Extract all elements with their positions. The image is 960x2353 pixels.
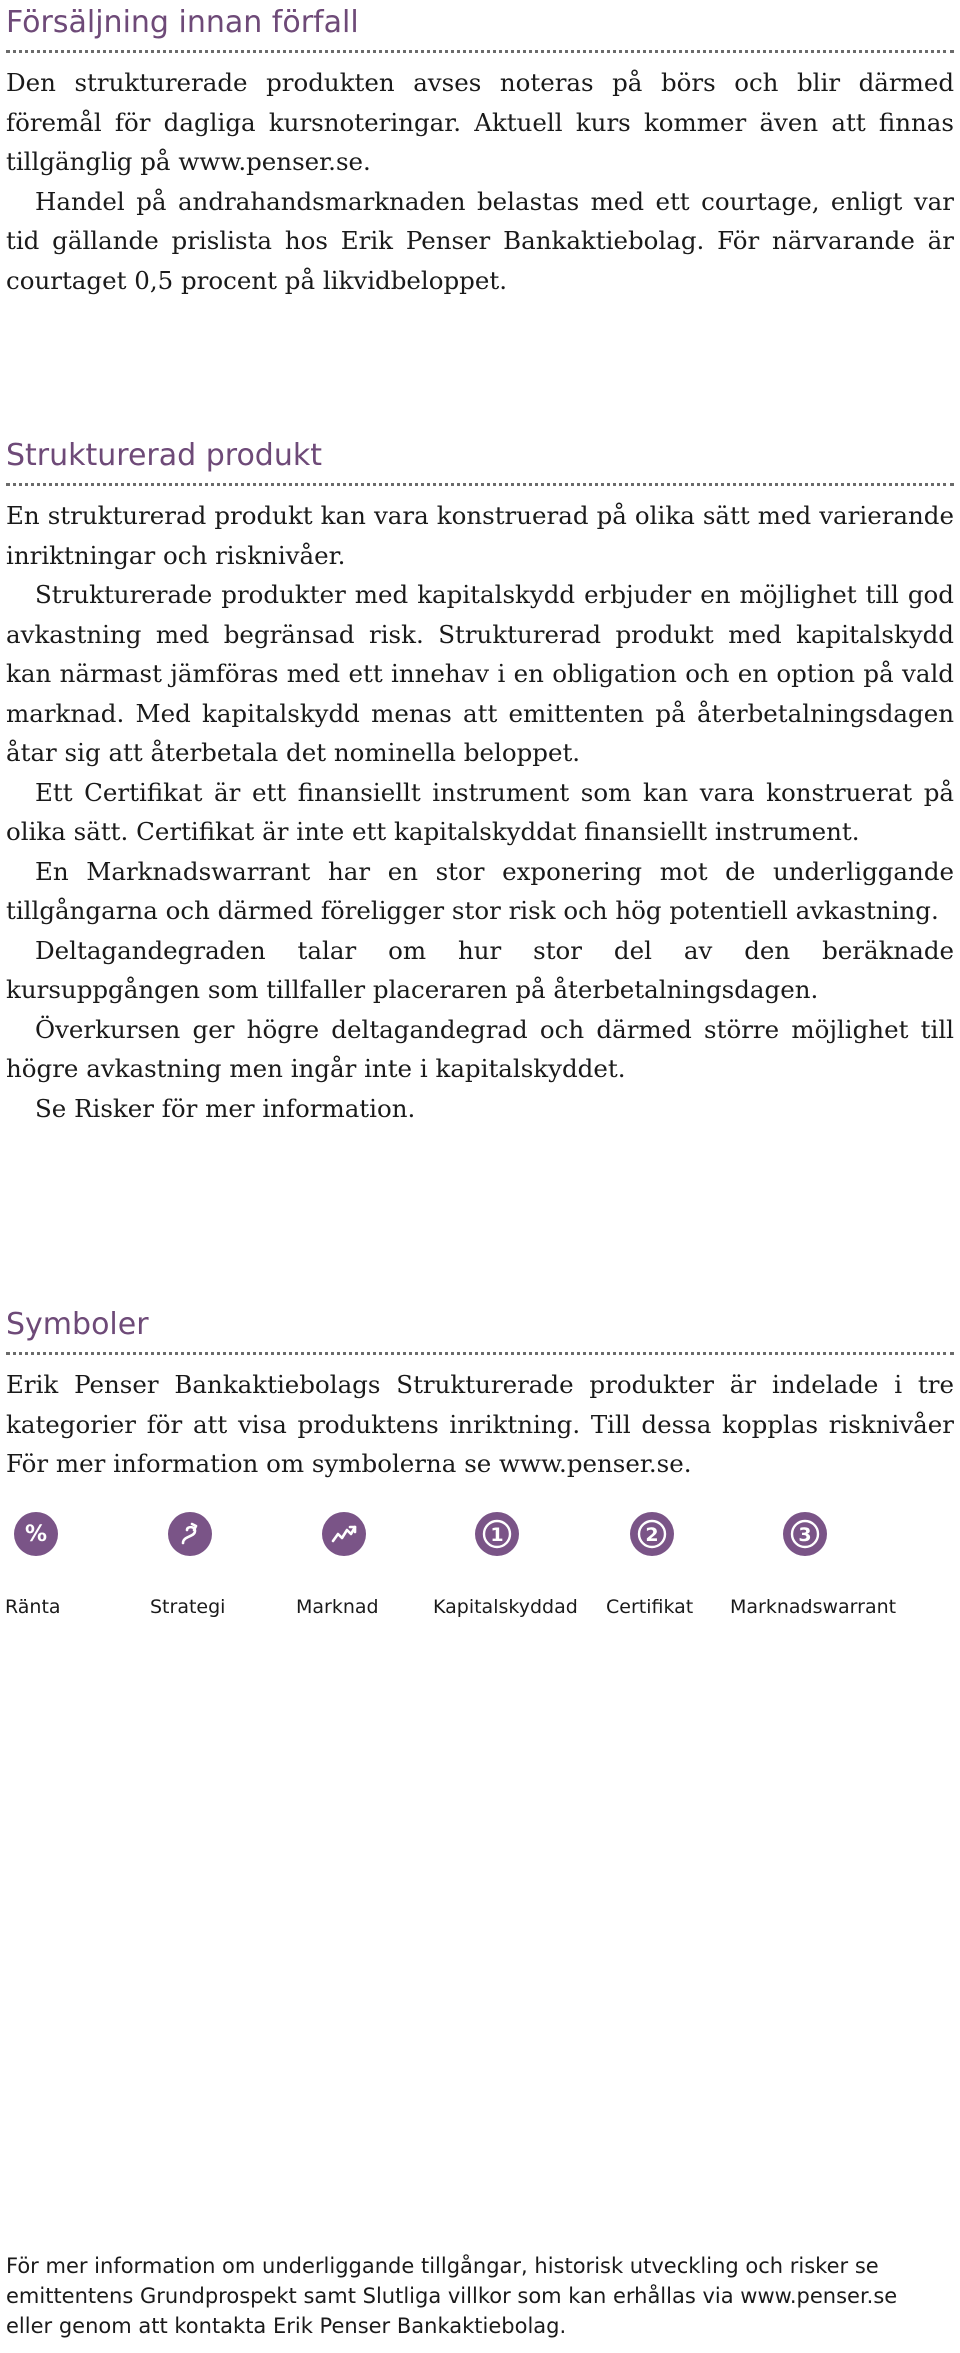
footer-line: För mer information om underliggande tillgångar, historisk utveckling och risker se [6, 2254, 879, 2278]
symbol-label: Strategi [150, 1596, 226, 1618]
symbol-label: Kapitalskyddad [433, 1596, 578, 1618]
footer-line: eller genom att kontakta Erik Penser Bankaktiebolag. [6, 2314, 567, 2338]
strategy-icon [168, 1512, 212, 1556]
paragraph: Deltagandegraden talar om hur stor del av den beräknade kursuppgången som tillfaller placeraren på återbetalningsdagen. [6, 935, 954, 1004]
symbol-ranta [5, 1512, 61, 1618]
symbol-marknad [296, 1512, 379, 1618]
footer-line: emittentens Grundprospekt samt Slutliga villkor som kan erhållas via www.penser.se [6, 2284, 898, 2308]
symbol-strategi [150, 1512, 226, 1618]
svg-text:2: 2 [645, 1524, 659, 1546]
section-symboler [6, 1306, 954, 1484]
symbol-marknadswarrant [730, 1512, 897, 1618]
section-body [6, 63, 954, 300]
section-heading: Symboler [6, 1307, 149, 1342]
symbol-label: Marknadswarrant [730, 1596, 897, 1618]
dotted-divider [6, 483, 954, 486]
paragraph: En strukturerad produkt kan vara konstruerad på olika sätt med varierande inriktningar och risknivåer. [6, 501, 954, 570]
symbol-kapitalskyddad [433, 1512, 578, 1618]
number-two-icon [630, 1512, 674, 1556]
paragraph: En Marknadswarrant har en stor exponering mot de underliggande tillgångarna och därmed föreligger stor risk och hög potentiell avkastning. [6, 856, 954, 925]
paragraph: Överkursen ger högre deltagandegrad och därmed större möjlighet till högre avkastning men ingår inte i kapitalskyddet. [6, 1014, 954, 1083]
symbol-label: Marknad [296, 1596, 379, 1618]
section-heading: Strukturerad produkt [6, 438, 322, 473]
section-strukturerad-produkt [6, 437, 954, 1128]
paragraph: Strukturerade produkter med kapitalskydd erbjuder en möjlighet till god avkastning med begränsad risk. Strukturerad produkt med kapitalskydd kan närmast jämföras med ett innehav i en obligation och en option på vald marknad. Med kapitalskydd menas att emittenten på återbetalningsdagen åtar sig att återbetala det nominella beloppet. [6, 580, 954, 767]
paragraph: Erik Penser Bankaktiebolags Strukturerade produkter är indelade i tre kategorier för att visa produktens inriktning. Till dessa kopplas risknivåer För mer information om symbolerna se www.penser.se. [6, 1370, 954, 1478]
section-body [6, 1365, 954, 1484]
paragraph: Ett Certifikat är ett finansiellt instrument som kan vara konstruerat på olika sätt. Certifikat är inte ett kapitalskyddat finansiellt instrument. [6, 777, 954, 846]
percent-icon [14, 1512, 58, 1556]
section-heading: Försäljning innan förfall [6, 5, 359, 40]
number-one-icon [475, 1512, 519, 1556]
symbols-row [0, 1512, 960, 1632]
paragraph: Handel på andrahandsmarknaden belastas med ett courtage, enligt var tid gällande prislista hos Erik Penser Bankaktiebolag. För närvarande är courtaget 0,5 procent på likvidbeloppet. [6, 186, 954, 295]
number-three-icon [783, 1512, 827, 1556]
symbol-label: Ränta [5, 1596, 61, 1618]
market-icon [322, 1512, 366, 1556]
symbol-certifikat [606, 1512, 694, 1618]
paragraph: Se Risker för mer information. [35, 1093, 416, 1123]
svg-text:3: 3 [798, 1524, 812, 1546]
footer-note [6, 2251, 954, 2341]
dotted-divider [6, 1352, 954, 1355]
paragraph: Den strukturerade produkten avses noteras på börs och blir därmed föremål för dagliga kursnoteringar. Aktuell kurs kommer även att finnas tillgänglig på www.penser.se. [6, 68, 954, 176]
section-forsaljning [6, 4, 954, 300]
dotted-divider [6, 50, 954, 53]
section-body [6, 496, 954, 1128]
symbol-label: Certifikat [606, 1596, 694, 1618]
svg-text:1: 1 [490, 1524, 504, 1546]
svg-text:%: % [24, 1522, 48, 1547]
